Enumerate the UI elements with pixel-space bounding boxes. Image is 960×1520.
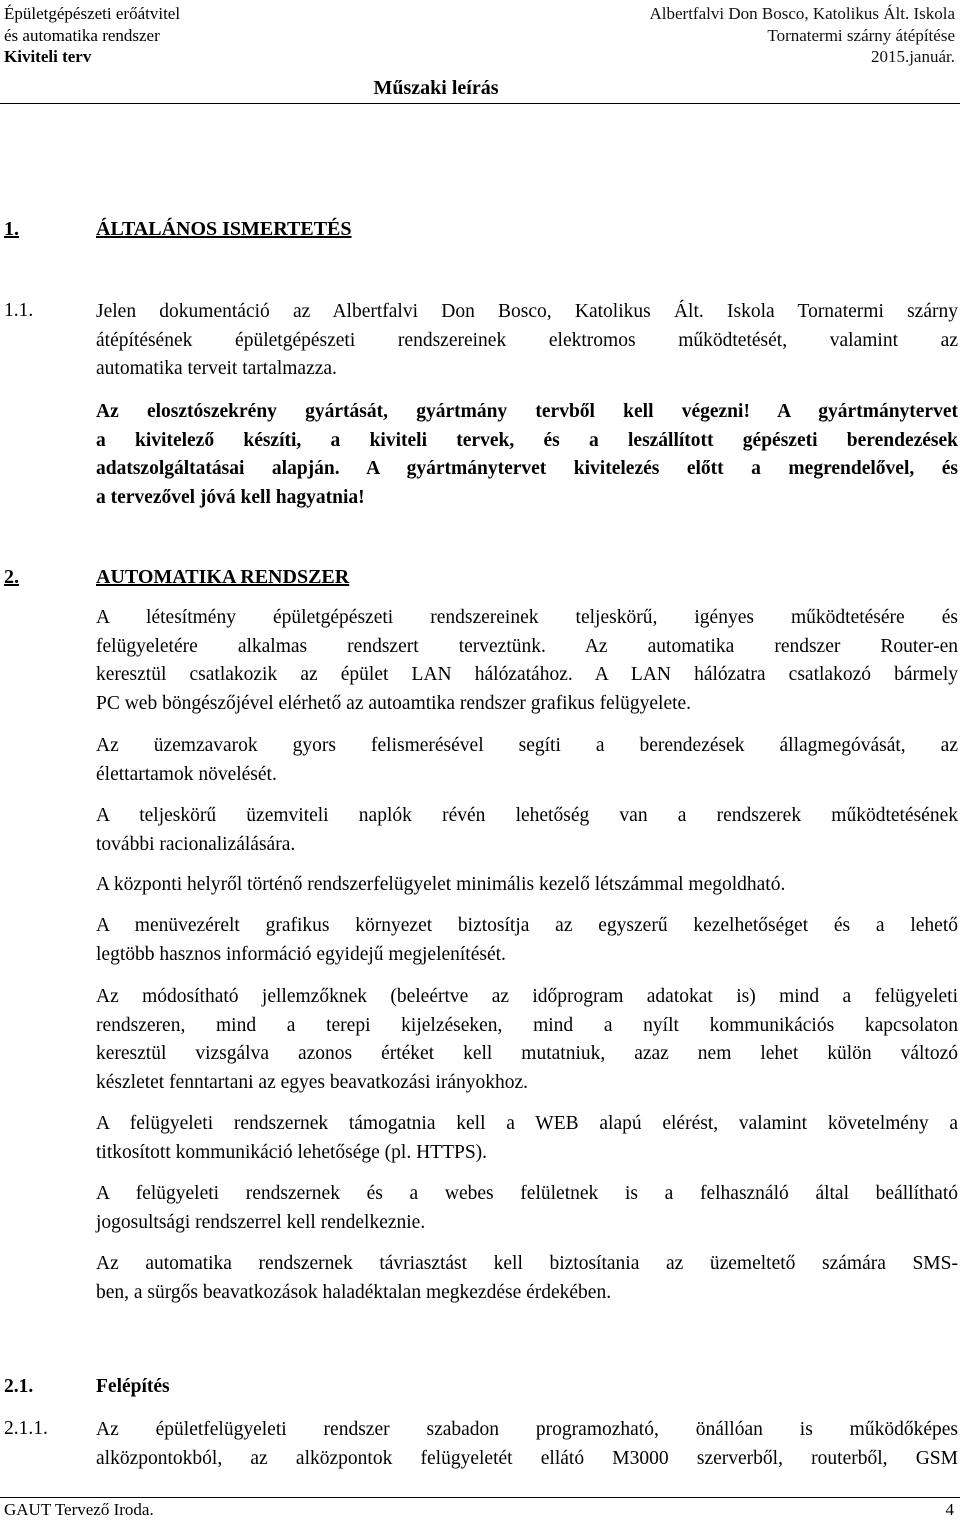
text-line: A létesítmény épületgépészeti rendszereinek teljeskörű, igényes működtetésére és bbox=[96, 607, 958, 628]
text-line: Az automatika rendszernek távriasztást kell biztosítania az üzemeltető számára SMS- bbox=[96, 1253, 958, 1274]
section-2-paragraph-1 bbox=[96, 604, 958, 718]
section-2-1-title: Felépítés bbox=[96, 1376, 170, 1397]
text-line: rendszeren, mind a terepi kijelzéseken, mind a nyílt kommunikációs kapcsolaton bbox=[96, 1014, 958, 1036]
header-right-line: Tornatermi szárny átépítése bbox=[767, 25, 955, 45]
footer-company: GAUT Tervező Iroda. bbox=[4, 1500, 154, 1519]
section-number: 2. bbox=[4, 566, 19, 588]
subsection-1-1-number: 1.1. bbox=[4, 300, 34, 321]
section-2-paragraph-5 bbox=[96, 912, 958, 969]
section-2-title: AUTOMATIKA RENDSZER bbox=[96, 566, 350, 588]
text-line: további racionalizálására. bbox=[96, 833, 296, 855]
section-1-title: ÁLTALÁNOS ISMERTETÉS bbox=[96, 218, 352, 240]
header-right bbox=[650, 3, 956, 68]
section-1-number bbox=[4, 218, 19, 241]
header-left bbox=[4, 3, 180, 68]
section-1-paragraph bbox=[96, 298, 958, 384]
header-left-line: Kiviteli terv bbox=[4, 47, 92, 66]
text-line: A központi helyről történő rendszerfelügyelet minimális kezelő létszámmal megoldható. bbox=[96, 874, 786, 895]
text-line: élettartamok növelését. bbox=[96, 763, 277, 785]
text-line: Az elosztószekrény gyártását, gyártmány tervből kell végezni! A gyártmánytervet bbox=[96, 401, 958, 422]
text-line: automatika terveit tartalmazza. bbox=[96, 358, 337, 379]
text-line: Jelen dokumentáció az Albertfalvi Don Bosco, Katolikus Ált. Iskola Tornatermi szárny bbox=[96, 301, 958, 322]
text-line: A felügyeleti rendszernek és a webes felületnek is a felhasználó által beállítható bbox=[96, 1183, 958, 1204]
footer-divider bbox=[0, 1497, 960, 1498]
section-2-1-number: 2.1. bbox=[4, 1376, 34, 1397]
text-line: a tervezővel jóvá kell hagyatnia! bbox=[96, 486, 365, 508]
text-line: alközpontokból, az alközpontok felügyeletét ellátó M3000 szerverből, routerből, GSM bbox=[96, 1447, 958, 1469]
text-line: keresztül csatlakozik az épület LAN hálózatához. A LAN hálózatra csatlakozó bármely bbox=[96, 664, 958, 685]
text-line: A menüvezérelt grafikus környezet biztosítja az egyszerű kezelhetőséget és a lehető bbox=[96, 915, 958, 936]
text-line: A teljeskörű üzemviteli naplók révén lehetőség van a rendszerek működtetésének bbox=[96, 805, 958, 826]
document-title: Műszaki leírás bbox=[373, 77, 499, 99]
subsection-2-1-1-number: 2.1.1. bbox=[4, 1418, 48, 1439]
section-2-paragraph-7 bbox=[96, 1110, 958, 1167]
text-line: jogosultsági rendszerrel kell rendelkeznie. bbox=[96, 1211, 426, 1233]
header-left-line: Épületgépészeti erőátvitel bbox=[4, 4, 181, 23]
text-line: felügyeletére alkalmas rendszert terveztünk. Az automatika rendszer Router-en bbox=[96, 635, 958, 657]
section-1-notice bbox=[96, 398, 958, 512]
text-line: adatszolgáltatásai alapján. A gyártmánytervet kivitelezés előtt a megrendelővel, és bbox=[96, 458, 958, 479]
header-divider bbox=[0, 103, 960, 104]
text-line: keresztül vizsgálva azonos értéket kell mutatniuk, azaz nem lehet külön változó bbox=[96, 1043, 958, 1064]
text-line: a kivitelező készíti, a kiviteli tervek, és a leszállított gépészeti berendezések bbox=[96, 429, 958, 451]
section-number: 1. bbox=[4, 218, 19, 240]
text-line: Az épületfelügyeleti rendszer szabadon programozható, önállóan is működőképes bbox=[96, 1419, 958, 1440]
text-line: Az üzemzavarok gyors felismerésével segíti a berendezések állagmegóvását, az bbox=[96, 735, 958, 756]
section-2-1-1-paragraph bbox=[96, 1416, 958, 1473]
page-number: 4 bbox=[945, 1500, 954, 1519]
text-line: A felügyeleti rendszernek támogatnia kell a WEB alapú elérést, valamint követelmény a bbox=[96, 1113, 958, 1134]
section-2-paragraph-2 bbox=[96, 732, 958, 789]
header-left-line: és automatika rendszer bbox=[4, 25, 160, 45]
text-line: Az módosítható jellemzőknek (beleértve az időprogram adatokat is) mind a felügyeleti bbox=[96, 986, 958, 1007]
text-line: átépítésének épületgépészeti rendszereinek elektromos működtetését, valamint az bbox=[96, 329, 958, 351]
text-line: legtöbb hasznos információ egyidejű megjelenítését. bbox=[96, 943, 506, 965]
header-right-line: 2015.január. bbox=[870, 47, 955, 66]
text-line: titkosított kommunikáció lehetősége (pl. HTTPS). bbox=[96, 1141, 488, 1163]
text-line: PC web böngészőjével elérhető az autoamtika rendszer grafikus felügyelete. bbox=[96, 692, 692, 714]
section-2-paragraph-4 bbox=[96, 871, 958, 900]
section-2-number bbox=[4, 566, 19, 589]
section-2-paragraph-3 bbox=[96, 802, 958, 859]
section-2-paragraph-9 bbox=[96, 1250, 958, 1307]
header-right-line: Albertfalvi Don Bosco, Katolikus Ált. Iskola bbox=[649, 4, 955, 23]
section-2-paragraph-8 bbox=[96, 1180, 958, 1237]
text-line: ben, a sürgős beavatkozások haladéktalan megkezdése érdekében. bbox=[96, 1281, 612, 1303]
section-2-paragraph-6 bbox=[96, 983, 958, 1097]
text-line: készletet fenntartani az egyes beavatkozási irányokhoz. bbox=[96, 1071, 529, 1093]
